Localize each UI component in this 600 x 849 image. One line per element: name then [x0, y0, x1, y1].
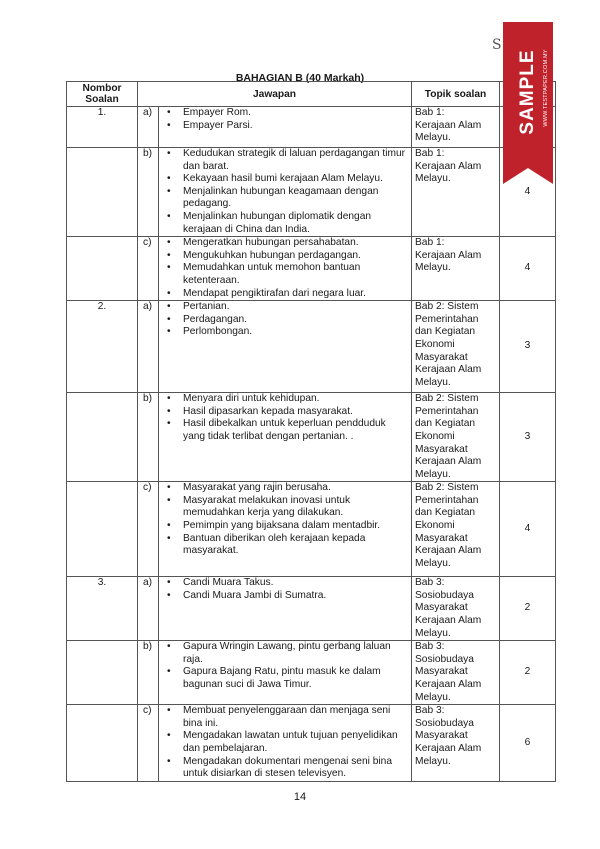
watermark-url-text: WWW.TESTPAPER.COM.MY	[543, 49, 549, 127]
section-title: BAHAGIAN B (40 Markah)	[235, 72, 365, 84]
answer-item: • Menyara diri untuk kehidupan.	[183, 393, 409, 406]
answer-list	[161, 705, 409, 781]
topic-cell: Bab 3: Sosiobudaya Masyarakat Kerajaan Alam Melayu.	[412, 705, 500, 782]
answer-item: • Gapura Wringin Lawang, pintu gerbang laluan raja.	[183, 641, 409, 666]
question-number-cell	[67, 148, 138, 237]
sub-question-cell: a)	[138, 301, 159, 393]
answer-item: • Empayer Rom.	[183, 107, 409, 120]
sub-question-cell: a)	[138, 577, 159, 641]
answer-item: • Kekayaan hasil bumi kerajaan Alam Melayu.	[183, 173, 409, 186]
answer-item: • Mengadakan lawatan untuk tujuan penyelidikan dan pembelajaran.	[183, 730, 409, 755]
answer-item: • Memudahkan untuk memohon bantuan ketenteraan.	[183, 262, 409, 287]
marks-cell: 3	[500, 393, 556, 482]
answer-list	[161, 641, 409, 691]
answer-item: • Pertanian.	[183, 301, 409, 314]
table-row	[67, 577, 556, 641]
answer-item: • Candi Muara Jambi di Sumatra.	[183, 590, 409, 603]
sub-question-cell: c)	[138, 482, 159, 577]
marks-cell: 6	[500, 705, 556, 782]
topic-cell: Bab 2: Sistem Pemerintahan dan Kegiatan Ekonomi Masyarakat Kerajaan Alam Melayu.	[412, 393, 500, 482]
answer-table	[66, 81, 556, 782]
answer-item: • Hasil dibekalkan untuk keperluan pendduduk yang tidak terlibat dengan pertanian. .	[183, 418, 409, 443]
answer-cell	[159, 482, 412, 577]
sub-question-cell: b)	[138, 641, 159, 705]
answer-item: • Gapura Bajang Ratu, pintu masuk ke dalam bagunan suci di Jawa Timur.	[183, 666, 409, 691]
answer-list	[161, 237, 409, 300]
answer-item: • Mendapat pengiktirafan dari negara luar.	[183, 288, 409, 301]
answer-cell	[159, 301, 412, 393]
answer-cell	[159, 393, 412, 482]
table-row	[67, 107, 556, 148]
answer-list	[161, 482, 409, 558]
topic-cell: Bab 1: Kerajaan Alam Melayu.	[412, 148, 500, 237]
table-row	[67, 148, 556, 237]
topic-cell: Bab 3: Sosiobudaya Masyarakat Kerajaan Alam Melayu.	[412, 577, 500, 641]
header-topic: Topik soalan	[412, 82, 500, 107]
answer-item: • Mengeratkan hubungan persahabatan.	[183, 237, 409, 250]
answer-cell	[159, 107, 412, 148]
answer-list	[161, 577, 409, 602]
answer-cell	[159, 237, 412, 301]
answer-item: • Membuat penyelenggaraan dan menjaga seni bina ini.	[183, 705, 409, 730]
answer-item: • Mengadakan dokumentari mengenai seni bina untuk disiarkan di stesen televisyen.	[183, 756, 409, 781]
watermark-sample-text: SAMPLE	[517, 49, 538, 135]
marks-cell: 3	[500, 301, 556, 393]
topic-cell: Bab 1: Kerajaan Alam Melayu.	[412, 107, 500, 148]
answer-item: • Empayer Parsi.	[183, 120, 409, 133]
answer-item: • Perdagangan.	[183, 314, 409, 327]
answer-cell	[159, 148, 412, 237]
sub-question-cell: c)	[138, 705, 159, 782]
answer-item: • Masyarakat melakukan inovasi untuk memudahkan kerja yang dilakukan.	[183, 495, 409, 520]
table-row	[67, 641, 556, 705]
table-row	[67, 301, 556, 393]
topic-cell: Bab 2: Sistem Pemerintahan dan Kegiatan Ekonomi Masyarakat Kerajaan Alam Melayu.	[412, 301, 500, 393]
table-row	[67, 393, 556, 482]
answer-cell	[159, 641, 412, 705]
topic-cell: Bab 2: Sistem Pemerintahan dan Kegiatan Ekonomi Masyarakat Kerajaan Alam Melayu.	[412, 482, 500, 577]
table-header-row	[67, 82, 556, 107]
answer-item: • Pemimpin yang bijaksana dalam mentadbir.	[183, 520, 409, 533]
table-row	[67, 237, 556, 301]
answer-list	[161, 301, 409, 339]
header-question-number: Nombor Soalan	[67, 82, 138, 107]
answer-item: • Bantuan diberikan oleh kerajaan kepada masyarakat.	[183, 533, 409, 558]
page-corner-letter: S	[492, 37, 502, 53]
answer-item: • Kedudukan strategik di laluan perdagangan timur dan barat.	[183, 148, 409, 173]
question-number-cell	[67, 705, 138, 782]
answer-item: • Mengukuhkan hubungan perdagangan.	[183, 250, 409, 263]
sub-question-cell: b)	[138, 393, 159, 482]
marks-cell: 4	[500, 482, 556, 577]
topic-cell: Bab 1: Kerajaan Alam Melayu.	[412, 237, 500, 301]
sub-question-cell: a)	[138, 107, 159, 148]
answer-item: • Menjalinkan hubungan diplomatik dengan kerajaan di China dan India.	[183, 211, 409, 236]
marks-cell: 2	[500, 577, 556, 641]
answer-list	[161, 393, 409, 443]
question-number-cell	[67, 393, 138, 482]
marks-cell: 2	[500, 641, 556, 705]
question-number-cell	[67, 237, 138, 301]
answer-item: • Hasil dipasarkan kepada masyarakat.	[183, 406, 409, 419]
answer-cell	[159, 705, 412, 782]
topic-cell: Bab 3: Sosiobudaya Masyarakat Kerajaan Alam Melayu.	[412, 641, 500, 705]
question-number-cell: 1.	[67, 107, 138, 148]
answer-item: • Masyarakat yang rajin berusaha.	[183, 482, 409, 495]
answer-list	[161, 148, 409, 236]
answer-item: • Menjalinkan hubungan keagamaan dengan pedagang.	[183, 186, 409, 211]
page-number: 14	[293, 791, 307, 803]
marks-cell: 4	[500, 148, 556, 237]
question-number-cell: 3.	[67, 577, 138, 641]
table-row	[67, 705, 556, 782]
answer-cell	[159, 577, 412, 641]
marks-cell: 4	[500, 237, 556, 301]
table-row	[67, 482, 556, 577]
answer-item: • Perlombongan.	[183, 326, 409, 339]
question-number-cell: 2.	[67, 301, 138, 393]
sub-question-cell: c)	[138, 237, 159, 301]
question-number-cell	[67, 641, 138, 705]
answer-list	[161, 107, 409, 132]
header-answer: Jawapan	[138, 82, 412, 107]
sub-question-cell: b)	[138, 148, 159, 237]
answer-item: • Candi Muara Takus.	[183, 577, 409, 590]
question-number-cell	[67, 482, 138, 577]
